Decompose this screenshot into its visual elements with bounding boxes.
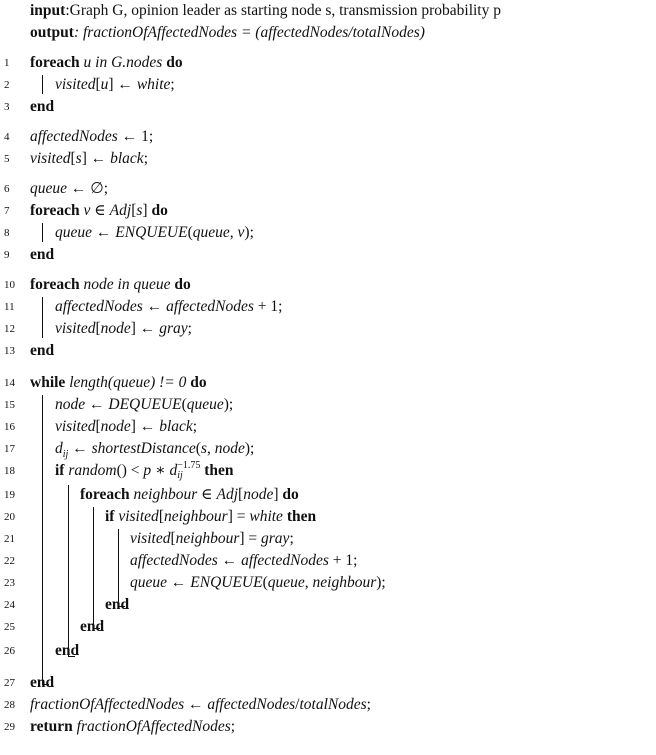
code-token: ; <box>289 530 294 547</box>
subscript: ij <box>62 449 69 461</box>
line-number: 2 <box>4 79 10 91</box>
line-number: 10 <box>4 279 15 291</box>
block-bar <box>42 395 43 684</box>
line-code <box>30 200 168 222</box>
output-text: : fractionOfAffectedNodes = (affectedNodes/totalNodes) <box>73 24 425 41</box>
line-code <box>30 716 235 738</box>
code-token: [ <box>70 150 76 167</box>
code-token: + 1; <box>328 552 358 569</box>
code-token: ; <box>143 150 148 167</box>
line-code <box>30 372 207 394</box>
code-token: affectedNodes <box>30 128 118 145</box>
code-token: [ <box>158 508 164 525</box>
code-token: affectedNodes <box>207 696 296 713</box>
code-token: ENQUEUE <box>190 574 263 591</box>
line-code <box>30 694 371 716</box>
code-token: ] ← <box>81 150 111 167</box>
code-token: shortestDistance <box>91 440 196 457</box>
code-token: neighbour <box>175 530 240 547</box>
code-token: random <box>68 462 117 479</box>
keyword: foreach <box>80 486 134 503</box>
code-token: ∗ <box>151 462 170 479</box>
code-token: DEQUEUE <box>108 396 182 413</box>
line-number: 7 <box>4 205 10 217</box>
line-code <box>55 222 254 244</box>
code-token: [ <box>95 418 101 435</box>
keyword: return <box>30 718 77 735</box>
exponent: −1.75 ij <box>177 460 201 482</box>
line-number: 9 <box>4 249 10 261</box>
line-code <box>55 296 282 318</box>
code-token: () < <box>116 462 144 479</box>
code-token: queue <box>267 574 305 591</box>
line-code <box>55 318 192 340</box>
code-token: ( <box>195 440 201 457</box>
keyword: if <box>105 508 119 525</box>
code-token: ← <box>217 552 242 569</box>
code-token: visited <box>30 150 71 167</box>
code-token: ← 1; <box>117 128 154 145</box>
code-token: s <box>200 440 207 457</box>
line-code <box>130 550 357 572</box>
keyword: end <box>55 642 80 659</box>
code-token: visited <box>118 508 159 525</box>
code-token: queue <box>55 224 93 241</box>
line-code <box>30 178 108 200</box>
code-token: ∈ <box>197 486 217 503</box>
code-token: u <box>100 76 109 93</box>
line-number: 5 <box>4 153 10 165</box>
line-number: 27 <box>4 677 15 689</box>
keyword: end <box>30 98 55 115</box>
line-code <box>55 416 197 438</box>
code-token: p <box>143 462 152 479</box>
keyword: foreach <box>30 202 84 219</box>
line-number: 1 <box>4 57 10 69</box>
code-token: , <box>206 440 215 457</box>
code-token: / <box>295 696 300 713</box>
line-code <box>130 528 294 550</box>
line-number: 6 <box>4 183 10 195</box>
input-keyword: input <box>30 2 66 19</box>
keyword: then <box>282 508 317 525</box>
code-token: visited <box>55 320 96 337</box>
code-token: neighbour <box>312 574 377 591</box>
input-text: :Graph G, opinion leader as starting node s, transmission probability p <box>65 2 501 19</box>
line-code <box>55 74 175 96</box>
line-code <box>105 506 316 528</box>
code-token: node <box>243 486 274 503</box>
code-token: ; <box>192 418 198 435</box>
code-token: node in queue <box>83 276 171 293</box>
line-code <box>30 126 153 148</box>
code-token: Adj <box>216 486 239 503</box>
line-code <box>80 484 299 506</box>
block-bar <box>42 223 43 242</box>
line-number: 18 <box>4 465 15 477</box>
code-token: [ <box>95 76 101 93</box>
code-token: node <box>100 418 131 435</box>
block-tick <box>118 606 125 607</box>
block-bar <box>93 507 94 628</box>
code-token: ] <box>142 202 152 219</box>
keyword: while <box>30 374 70 391</box>
code-token: node <box>214 440 245 457</box>
code-token: gray <box>159 320 188 337</box>
block-bar <box>42 297 43 338</box>
code-token: ] ← <box>130 418 160 435</box>
code-token: visited <box>55 76 96 93</box>
code-token: s <box>136 202 143 219</box>
keyword: end <box>105 596 130 613</box>
code-token: ← <box>68 440 92 457</box>
line-number: 19 <box>4 489 15 501</box>
code-token: [ <box>170 530 176 547</box>
block-tick <box>68 656 75 657</box>
code-token: v <box>83 202 91 219</box>
code-token: ← <box>167 574 191 591</box>
code-token: visited <box>130 530 171 547</box>
code-token: ← <box>142 298 167 315</box>
code-token: queue <box>30 180 68 197</box>
code-token: ] = <box>227 508 250 525</box>
line-number: 21 <box>4 533 15 545</box>
keyword: do <box>151 202 168 219</box>
code-token: ENQUEUE <box>115 224 188 241</box>
code-token: ∈ <box>90 202 110 219</box>
code-token: ← ∅; <box>67 180 109 197</box>
line-code <box>55 394 233 416</box>
code-token: fractionOfAffectedNodes <box>30 696 185 713</box>
code-token: u in G.nodes <box>83 54 163 71</box>
code-token: ( <box>187 224 193 241</box>
keyword: do <box>170 276 191 293</box>
keyword: end <box>30 342 55 359</box>
line-code <box>30 244 54 266</box>
code-token: ← <box>92 224 116 241</box>
line-code <box>30 340 54 362</box>
line-number: 4 <box>4 131 10 143</box>
block-bar <box>42 75 43 94</box>
output-keyword: output <box>30 24 74 41</box>
code-token: ; <box>170 76 175 93</box>
block-tick <box>93 628 100 629</box>
line-number: 3 <box>4 101 10 113</box>
line-code <box>30 148 148 170</box>
code-token: ); <box>244 224 254 241</box>
code-token: visited <box>55 418 96 435</box>
code-token: v <box>237 224 245 241</box>
code-token: ( <box>262 574 268 591</box>
keyword: do <box>162 54 183 71</box>
code-token: ; <box>366 696 371 713</box>
code-token: ] = <box>239 530 262 547</box>
line-code <box>55 460 234 482</box>
code-token: length(queue) != 0 <box>69 374 187 391</box>
block-tick <box>42 684 49 685</box>
code-token: [ <box>131 202 137 219</box>
line-number: 17 <box>4 443 15 455</box>
code-token: queue <box>192 224 230 241</box>
keyword: foreach <box>30 276 84 293</box>
code-token: affectedNodes <box>130 552 218 569</box>
line-code <box>30 52 183 74</box>
code-token: white <box>136 76 171 93</box>
code-token: s <box>75 150 82 167</box>
keyword: end <box>80 618 105 635</box>
block-bar <box>68 485 69 656</box>
line-number: 15 <box>4 399 15 411</box>
code-token: neighbour <box>133 486 198 503</box>
line-code <box>130 572 386 594</box>
code-token: d <box>55 440 63 457</box>
keyword: do <box>282 486 299 503</box>
code-token: queue <box>130 574 168 591</box>
code-token: ; <box>187 320 192 337</box>
line-number: 25 <box>4 621 15 633</box>
keyword: do <box>186 374 207 391</box>
code-token: fractionOfAffectedNodes <box>76 718 231 735</box>
code-token: node <box>55 396 86 413</box>
keyword: foreach <box>30 54 84 71</box>
code-token: totalNodes <box>299 696 367 713</box>
line-code <box>30 96 54 118</box>
code-token: , <box>304 574 313 591</box>
line-number: 23 <box>4 577 15 589</box>
code-token: black <box>110 150 144 167</box>
code-token: ← <box>85 396 109 413</box>
code-token: ; <box>230 718 236 735</box>
code-token: ); <box>223 396 234 413</box>
code-token: node <box>100 320 131 337</box>
keyword: then <box>200 462 234 479</box>
code-token: + 1; <box>253 298 283 315</box>
code-token: ( <box>181 396 187 413</box>
line-number: 13 <box>4 345 15 357</box>
line-number: 22 <box>4 555 15 567</box>
keyword: if <box>55 462 69 479</box>
block-bar <box>118 529 119 606</box>
line-number: 29 <box>4 721 15 733</box>
code-token: , <box>229 224 238 241</box>
code-token: [ <box>95 320 101 337</box>
code-token: black <box>159 418 193 435</box>
line-number: 24 <box>4 599 15 611</box>
code-token: ] ← <box>130 320 160 337</box>
line-number: 11 <box>4 301 15 313</box>
line-number: 26 <box>4 645 15 657</box>
line-number: 12 <box>4 323 15 335</box>
line-number: 14 <box>4 377 15 389</box>
code-token: white <box>249 508 283 525</box>
code-token: ] <box>273 486 283 503</box>
code-token: neighbour <box>163 508 228 525</box>
code-token: gray <box>261 530 290 547</box>
code-token: ); <box>376 574 386 591</box>
line-number: 28 <box>4 699 15 711</box>
line-number: 16 <box>4 421 15 433</box>
line-number: 20 <box>4 511 15 523</box>
line-code <box>30 274 191 296</box>
code-token: ] ← <box>108 76 137 93</box>
keyword: end <box>30 246 55 263</box>
code-token: affectedNodes <box>166 298 254 315</box>
code-token: affectedNodes <box>55 298 143 315</box>
code-token: ← <box>184 696 208 713</box>
code-token: queue <box>186 396 224 413</box>
code-token: Adj <box>109 202 132 219</box>
code-token: [ <box>238 486 244 503</box>
code-token: affectedNodes <box>241 552 329 569</box>
line-number: 8 <box>4 227 10 239</box>
code-token: d <box>169 462 178 479</box>
keyword: end <box>30 674 55 691</box>
code-token: ); <box>244 440 255 457</box>
